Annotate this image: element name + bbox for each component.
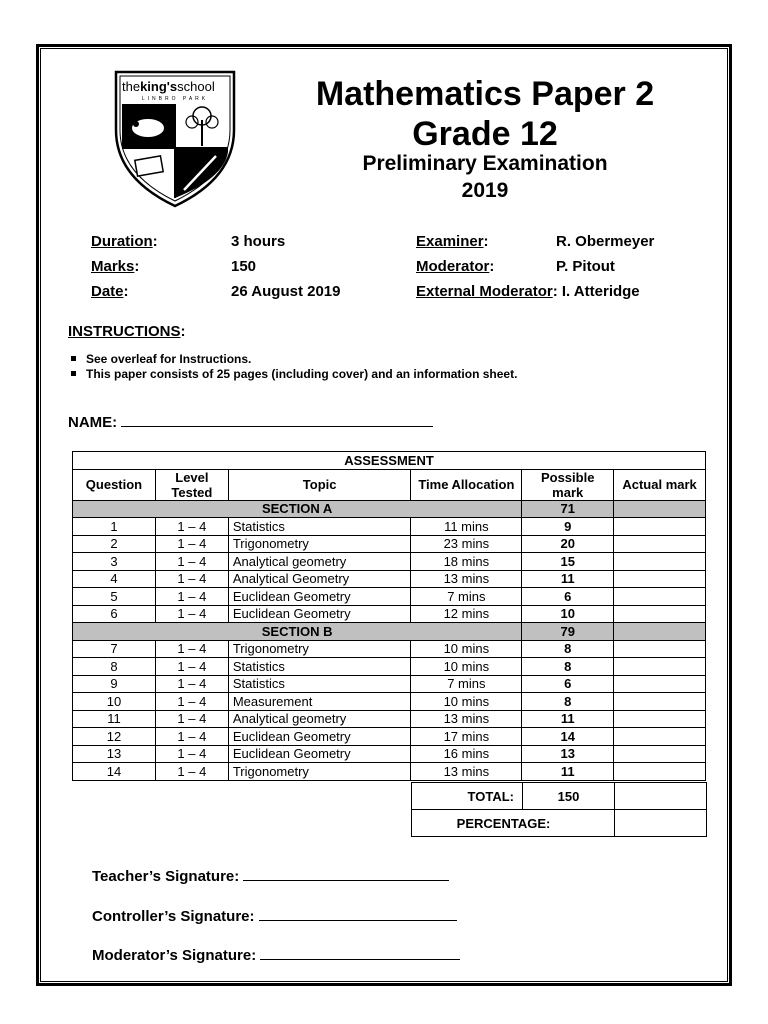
logo-text-school: school bbox=[177, 79, 215, 94]
actual-mark[interactable] bbox=[614, 658, 706, 676]
topic: Trigonometry bbox=[228, 640, 411, 658]
actual-mark[interactable] bbox=[614, 763, 706, 781]
actual-mark[interactable] bbox=[614, 553, 706, 571]
section-a-total: 71 bbox=[522, 500, 614, 518]
level-tested: 1 – 4 bbox=[155, 675, 228, 693]
col-header: Actual mark bbox=[614, 469, 706, 500]
level-tested: 1 – 4 bbox=[155, 535, 228, 553]
percentage-value[interactable] bbox=[615, 810, 707, 837]
time-allocation: 23 mins bbox=[411, 535, 522, 553]
possible-mark: 11 bbox=[522, 570, 614, 588]
table-row bbox=[73, 553, 706, 571]
level-tested: 1 – 4 bbox=[155, 588, 228, 606]
topic: Analytical Geometry bbox=[228, 570, 411, 588]
possible-mark: 8 bbox=[522, 640, 614, 658]
possible-mark: 8 bbox=[522, 658, 614, 676]
time-allocation: 13 mins bbox=[411, 570, 522, 588]
question-number: 12 bbox=[73, 728, 156, 746]
topic: Trigonometry bbox=[228, 535, 411, 553]
instructions-heading: INSTRUCTIONS: bbox=[68, 323, 186, 340]
exam-title: Mathematics Paper 2 bbox=[315, 75, 655, 113]
duration-label: Duration: bbox=[91, 233, 158, 250]
level-tested: 1 – 4 bbox=[155, 518, 228, 536]
possible-mark: 11 bbox=[522, 710, 614, 728]
marks-label: Marks: bbox=[91, 258, 140, 275]
question-number: 5 bbox=[73, 588, 156, 606]
level-tested: 1 – 4 bbox=[155, 605, 228, 623]
col-header: Level Tested bbox=[155, 469, 228, 500]
table-row bbox=[73, 518, 706, 536]
topic: Trigonometry bbox=[228, 763, 411, 781]
col-header: Possible mark bbox=[522, 469, 614, 500]
time-allocation: 7 mins bbox=[411, 675, 522, 693]
time-allocation: 18 mins bbox=[411, 553, 522, 571]
col-header: Time Allocation bbox=[411, 469, 522, 500]
question-number: 2 bbox=[73, 535, 156, 553]
student-name-field[interactable]: NAME: bbox=[68, 412, 433, 431]
total-label: TOTAL: bbox=[412, 783, 523, 810]
topic: Euclidean Geometry bbox=[228, 728, 411, 746]
possible-mark: 10 bbox=[522, 605, 614, 623]
controller-signature-field[interactable]: Controller’s Signature: bbox=[92, 906, 457, 925]
duration-value: 3 hours bbox=[231, 233, 286, 250]
time-allocation: 10 mins bbox=[411, 693, 522, 711]
actual-mark[interactable] bbox=[614, 693, 706, 711]
logo-text-kings: king's bbox=[140, 79, 178, 94]
possible-mark: 6 bbox=[522, 675, 614, 693]
actual-mark[interactable] bbox=[614, 605, 706, 623]
possible-mark: 8 bbox=[522, 693, 614, 711]
time-allocation: 16 mins bbox=[411, 745, 522, 763]
topic: Euclidean Geometry bbox=[228, 745, 411, 763]
topic: Euclidean Geometry bbox=[228, 588, 411, 606]
time-allocation: 17 mins bbox=[411, 728, 522, 746]
question-number: 13 bbox=[73, 745, 156, 763]
school-crest-logo bbox=[110, 66, 240, 208]
level-tested: 1 – 4 bbox=[155, 693, 228, 711]
total-value: 150 bbox=[523, 783, 615, 810]
section-a-actual[interactable] bbox=[614, 500, 706, 518]
possible-mark: 14 bbox=[522, 728, 614, 746]
level-tested: 1 – 4 bbox=[155, 553, 228, 571]
question-number: 14 bbox=[73, 763, 156, 781]
actual-mark[interactable] bbox=[614, 588, 706, 606]
level-tested: 1 – 4 bbox=[155, 570, 228, 588]
table-row bbox=[73, 710, 706, 728]
actual-mark[interactable] bbox=[614, 518, 706, 536]
table-row bbox=[73, 763, 706, 781]
topic: Analytical geometry bbox=[228, 710, 411, 728]
level-tested: 1 – 4 bbox=[155, 710, 228, 728]
table-row bbox=[73, 570, 706, 588]
logo-subtext: LINBRO PARK bbox=[141, 96, 209, 102]
table-row bbox=[73, 693, 706, 711]
svg-text:theking'sschool bbox=[122, 79, 215, 94]
table-row bbox=[73, 728, 706, 746]
section-a-row bbox=[73, 500, 706, 518]
question-number: 11 bbox=[73, 710, 156, 728]
assessment-title: ASSESSMENT bbox=[73, 452, 706, 470]
exam-grade: Grade 12 bbox=[412, 115, 558, 153]
instructions-list bbox=[68, 352, 517, 382]
date-value: 26 August 2019 bbox=[231, 283, 341, 300]
question-number: 6 bbox=[73, 605, 156, 623]
marks-value: 150 bbox=[231, 258, 257, 275]
actual-mark[interactable] bbox=[614, 640, 706, 658]
actual-mark[interactable] bbox=[614, 710, 706, 728]
possible-mark: 15 bbox=[522, 553, 614, 571]
possible-mark: 13 bbox=[522, 745, 614, 763]
question-number: 1 bbox=[73, 518, 156, 536]
question-number: 9 bbox=[73, 675, 156, 693]
topic: Statistics bbox=[228, 518, 411, 536]
possible-mark: 20 bbox=[522, 535, 614, 553]
time-allocation: 13 mins bbox=[411, 710, 522, 728]
examiner-value: R. Obermeyer bbox=[556, 233, 655, 250]
moderator-signature-field[interactable]: Moderator’s Signature: bbox=[92, 945, 460, 964]
actual-mark[interactable] bbox=[614, 675, 706, 693]
exam-year: 2019 bbox=[461, 179, 509, 202]
section-b-total: 79 bbox=[522, 623, 614, 641]
actual-mark[interactable] bbox=[614, 728, 706, 746]
date-label: Date: bbox=[91, 283, 129, 300]
level-tested: 1 – 4 bbox=[155, 728, 228, 746]
question-number: 8 bbox=[73, 658, 156, 676]
question-number: 3 bbox=[73, 553, 156, 571]
table-row bbox=[73, 658, 706, 676]
question-number: 4 bbox=[73, 570, 156, 588]
moderator-label: Moderator: bbox=[416, 258, 495, 275]
instruction-item: See overleaf for Instructions. bbox=[68, 352, 517, 367]
question-number: 7 bbox=[73, 640, 156, 658]
level-tested: 1 – 4 bbox=[155, 763, 228, 781]
actual-mark[interactable] bbox=[614, 535, 706, 553]
topic: Measurement bbox=[228, 693, 411, 711]
moderator-value: P. Pitout bbox=[556, 258, 615, 275]
possible-mark: 11 bbox=[522, 763, 614, 781]
possible-mark: 9 bbox=[522, 518, 614, 536]
table-row bbox=[73, 535, 706, 553]
time-allocation: 11 mins bbox=[411, 518, 522, 536]
time-allocation: 10 mins bbox=[411, 658, 522, 676]
table-row bbox=[73, 675, 706, 693]
topic: Analytical geometry bbox=[228, 553, 411, 571]
topic: Euclidean Geometry bbox=[228, 605, 411, 623]
section-a-label: SECTION A bbox=[73, 500, 522, 518]
total-actual[interactable] bbox=[615, 783, 707, 810]
actual-mark[interactable] bbox=[614, 570, 706, 588]
section-b-label: SECTION B bbox=[73, 623, 522, 641]
time-allocation: 7 mins bbox=[411, 588, 522, 606]
table-row bbox=[73, 745, 706, 763]
teacher-signature-field[interactable]: Teacher’s Signature: bbox=[92, 866, 449, 885]
topic: Statistics bbox=[228, 675, 411, 693]
time-allocation: 12 mins bbox=[411, 605, 522, 623]
topic: Statistics bbox=[228, 658, 411, 676]
possible-mark: 6 bbox=[522, 588, 614, 606]
time-allocation: 10 mins bbox=[411, 640, 522, 658]
col-header: Question bbox=[73, 469, 156, 500]
level-tested: 1 – 4 bbox=[155, 658, 228, 676]
assessment-table bbox=[72, 451, 706, 781]
question-number: 10 bbox=[73, 693, 156, 711]
table-row bbox=[73, 640, 706, 658]
section-b-actual[interactable] bbox=[614, 623, 706, 641]
level-tested: 1 – 4 bbox=[155, 640, 228, 658]
totals-table bbox=[411, 782, 707, 837]
table-row bbox=[73, 588, 706, 606]
exam-subtitle: Preliminary Examination bbox=[362, 152, 608, 175]
percentage-label: PERCENTAGE: bbox=[412, 810, 615, 837]
external-moderator: External Moderator: I. Atteridge bbox=[416, 283, 640, 300]
actual-mark[interactable] bbox=[614, 745, 706, 763]
level-tested: 1 – 4 bbox=[155, 745, 228, 763]
time-allocation: 13 mins bbox=[411, 763, 522, 781]
examiner-label: Examiner: bbox=[416, 233, 489, 250]
table-row bbox=[73, 605, 706, 623]
logo-text-the: the bbox=[122, 79, 141, 94]
col-header: Topic bbox=[228, 469, 411, 500]
section-b-row bbox=[73, 623, 706, 641]
instruction-item: This paper consists of 25 pages (including cover) and an information sheet. bbox=[68, 367, 517, 382]
